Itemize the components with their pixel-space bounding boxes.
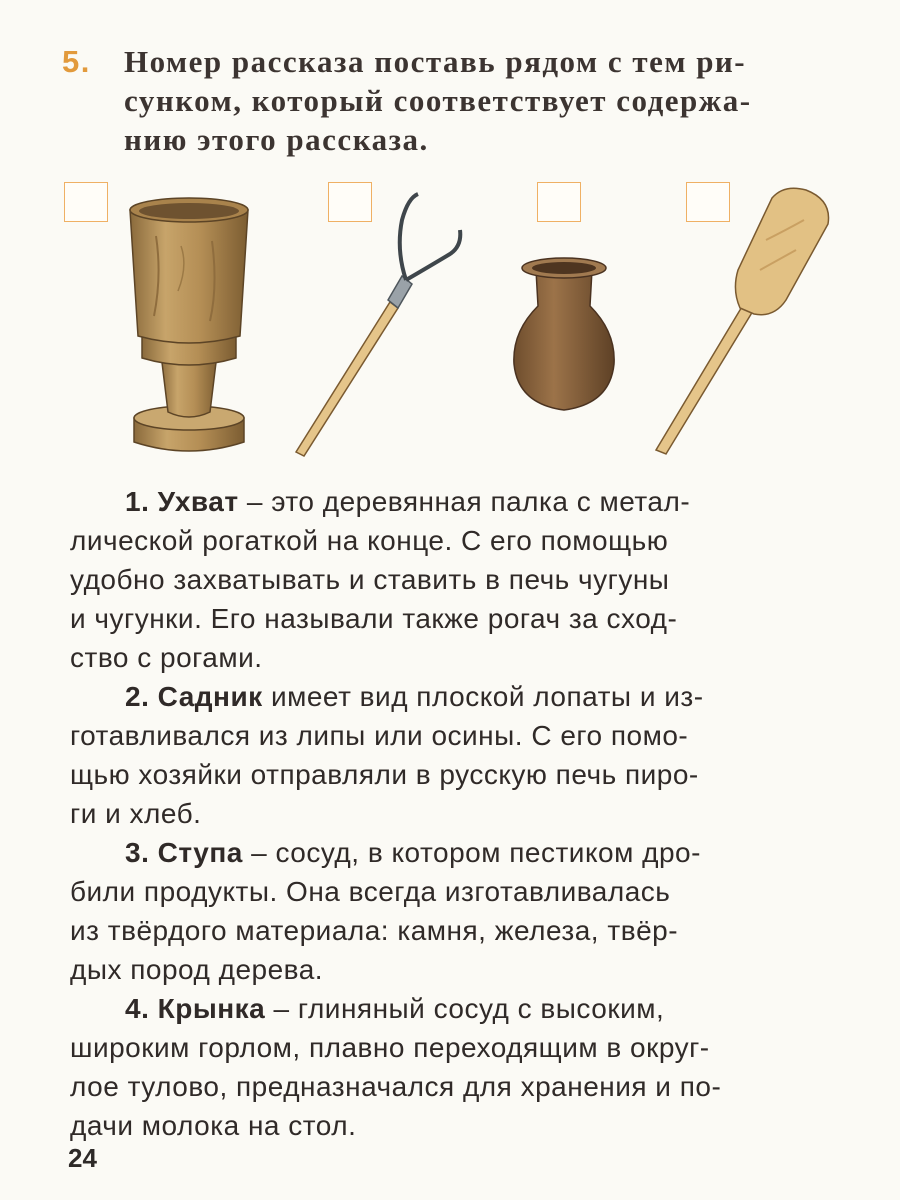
story-1-line: удобно захватывать и ставить в печь чугуны (70, 564, 670, 595)
oven-fork-icon (290, 190, 470, 458)
story-4-line: дачи молока на стол. (70, 1110, 357, 1141)
bread-peel-icon (636, 180, 836, 456)
story-1-term: 1. Ухват (125, 486, 239, 517)
story-1-line: лической рогаткой на конце. С его помощью (70, 525, 669, 556)
answer-box-1[interactable] (64, 182, 108, 222)
story-2-line: щью хозяйки отправляли в русскую печь пиро- (70, 759, 699, 790)
story-3-line: дых пород дерева. (70, 954, 324, 985)
story-3-term: 3. Ступа (125, 837, 243, 868)
story-3-line: били продукты. Она всегда изготавливалась (70, 876, 671, 907)
story-1-line: и чугунки. Его называли также рогач за сход- (70, 603, 678, 634)
story-4-line: широким горлом, плавно переходящим в округ- (70, 1032, 710, 1063)
story-2-term: 2. Садник (125, 681, 263, 712)
story-2-line: 2. Садник имеет вид плоской лопаты и из- (125, 681, 704, 712)
task-line: Номер рассказа поставь рядом с тем ри- (124, 44, 747, 79)
task-line: нию этого рассказа. (124, 122, 429, 157)
story-1-line: ство с рогами. (70, 642, 263, 673)
task-number: 5. (62, 44, 91, 79)
mortar-icon (126, 196, 252, 458)
answer-box-3[interactable] (537, 182, 581, 222)
page-number: 24 (68, 1143, 97, 1173)
story-2-line: ги и хлеб. (70, 798, 202, 829)
jug-icon (508, 252, 620, 414)
story-3-line: из твёрдого материала: камня, железа, твёр- (70, 915, 679, 946)
story-4-line: 4. Крынка – глиняный сосуд с высоким, (125, 993, 665, 1024)
story-1-line: 1. Ухват – это деревянная палка с метал- (125, 486, 691, 517)
task-line: сунком, который соответствует содержа- (124, 83, 752, 118)
story-4-term: 4. Крынка (125, 993, 266, 1024)
story-3-line: 3. Ступа – сосуд, в котором пестиком дро- (125, 837, 701, 868)
story-4-line: лое тулово, предназначался для хранения и по- (70, 1071, 722, 1102)
story-2-line: готавливался из липы или осины. С его помо- (70, 720, 689, 751)
